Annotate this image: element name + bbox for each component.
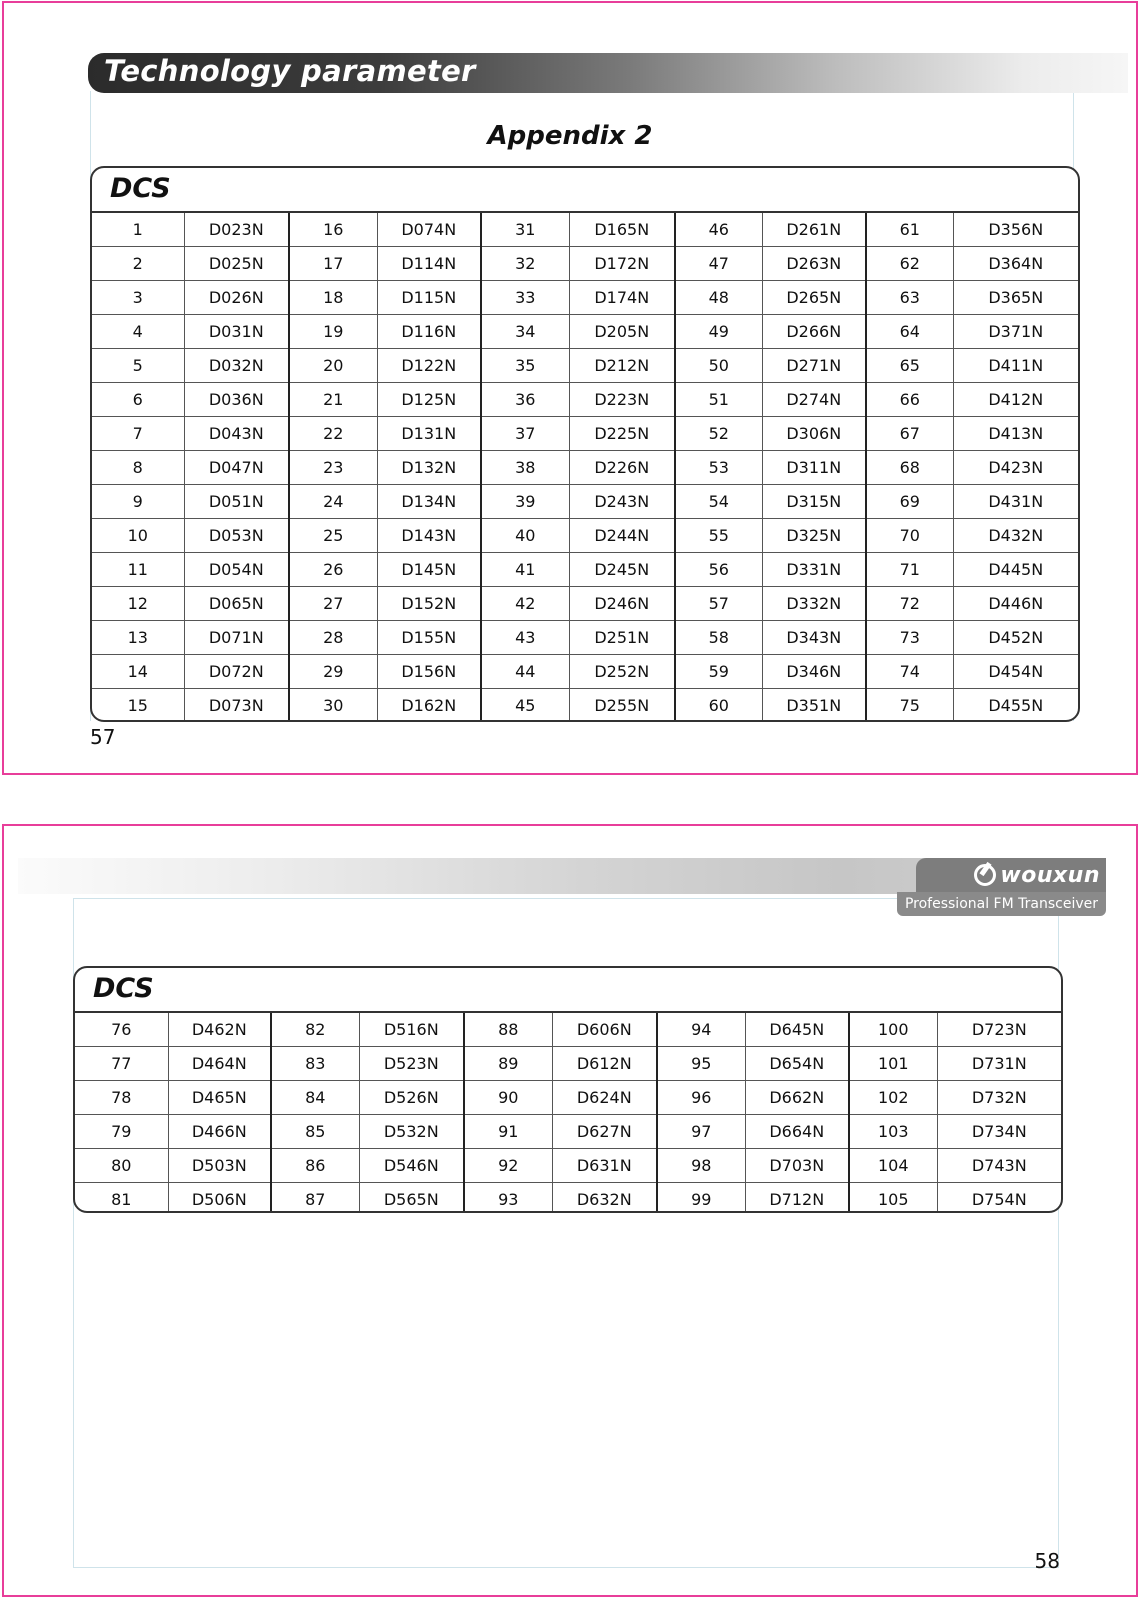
dcs-code-cell: D446N <box>953 587 1078 621</box>
dcs-index-cell: 45 <box>481 689 569 723</box>
dcs-index-cell: 60 <box>675 689 762 723</box>
dcs-code-cell: D071N <box>184 621 289 655</box>
dcs-code-cell: D662N <box>745 1081 849 1115</box>
dcs-index-cell: 39 <box>481 485 569 519</box>
table-row <box>92 519 1078 553</box>
dcs-index-cell: 52 <box>675 417 762 451</box>
dcs-index-cell: 79 <box>75 1115 168 1149</box>
dcs-index-cell: 13 <box>92 621 184 655</box>
table-row <box>75 1183 1061 1214</box>
dcs-code-cell: D246N <box>569 587 675 621</box>
dcs-code-cell: D255N <box>569 689 675 723</box>
dcs-code-cell: D464N <box>168 1047 271 1081</box>
dcs-index-cell: 104 <box>849 1149 937 1183</box>
table-row <box>92 587 1078 621</box>
table-row <box>75 1149 1061 1183</box>
dcs-code-cell: D251N <box>569 621 675 655</box>
table-row <box>92 417 1078 451</box>
dcs-code-grid <box>92 213 1078 722</box>
dcs-code-cell: D162N <box>377 689 481 723</box>
dcs-index-cell: 43 <box>481 621 569 655</box>
dcs-index-cell: 50 <box>675 349 762 383</box>
dcs-index-cell: 90 <box>464 1081 552 1115</box>
dcs-index-cell: 14 <box>92 655 184 689</box>
dcs-code-cell: D465N <box>168 1081 271 1115</box>
dcs-index-cell: 38 <box>481 451 569 485</box>
page-number: 57 <box>90 725 116 749</box>
dcs-code-cell: D454N <box>953 655 1078 689</box>
dcs-code-cell: D703N <box>745 1149 849 1183</box>
dcs-code-cell: D743N <box>937 1149 1061 1183</box>
dcs-code-cell: D631N <box>552 1149 657 1183</box>
dcs-code-cell: D664N <box>745 1115 849 1149</box>
dcs-index-cell: 26 <box>289 553 377 587</box>
dcs-index-cell: 58 <box>675 621 762 655</box>
table-row <box>92 451 1078 485</box>
dcs-code-cell: D115N <box>377 281 481 315</box>
dcs-index-cell: 70 <box>866 519 953 553</box>
dcs-index-cell: 84 <box>271 1081 359 1115</box>
dcs-index-cell: 15 <box>92 689 184 723</box>
dcs-code-cell: D051N <box>184 485 289 519</box>
dcs-index-cell: 10 <box>92 519 184 553</box>
dcs-code-cell: D315N <box>762 485 866 519</box>
dcs-index-cell: 34 <box>481 315 569 349</box>
dcs-index-cell: 40 <box>481 519 569 553</box>
dcs-code-cell: D145N <box>377 553 481 587</box>
dcs-index-cell: 33 <box>481 281 569 315</box>
dcs-code-cell: D243N <box>569 485 675 519</box>
dcs-code-cell: D332N <box>762 587 866 621</box>
dcs-index-cell: 12 <box>92 587 184 621</box>
dcs-code-cell: D053N <box>184 519 289 553</box>
dcs-code-cell: D125N <box>377 383 481 417</box>
dcs-index-cell: 94 <box>657 1013 745 1047</box>
dcs-code-cell: D612N <box>552 1047 657 1081</box>
dcs-code-cell: D364N <box>953 247 1078 281</box>
dcs-code-cell: D532N <box>359 1115 464 1149</box>
dcs-code-cell: D734N <box>937 1115 1061 1149</box>
dcs-index-cell: 87 <box>271 1183 359 1214</box>
dcs-index-cell: 32 <box>481 247 569 281</box>
dcs-index-cell: 53 <box>675 451 762 485</box>
dcs-code-cell: D026N <box>184 281 289 315</box>
table-row <box>92 281 1078 315</box>
dcs-code-cell: D645N <box>745 1013 849 1047</box>
dcs-code-cell: D274N <box>762 383 866 417</box>
dcs-index-cell: 64 <box>866 315 953 349</box>
dcs-code-cell: D723N <box>937 1013 1061 1047</box>
dcs-index-cell: 71 <box>866 553 953 587</box>
brand-name: wouxun <box>1000 862 1100 888</box>
dcs-index-cell: 85 <box>271 1115 359 1149</box>
dcs-table <box>73 966 1063 1213</box>
dcs-index-cell: 91 <box>464 1115 552 1149</box>
dcs-code-cell: D143N <box>377 519 481 553</box>
dcs-code-cell: D526N <box>359 1081 464 1115</box>
dcs-index-cell: 27 <box>289 587 377 621</box>
dcs-index-cell: 95 <box>657 1047 745 1081</box>
dcs-code-cell: D225N <box>569 417 675 451</box>
dcs-code-cell: D074N <box>377 213 481 247</box>
table-row <box>92 349 1078 383</box>
dcs-index-cell: 37 <box>481 417 569 451</box>
dcs-table-header <box>92 168 1078 213</box>
dcs-code-cell: D365N <box>953 281 1078 315</box>
dcs-index-cell: 23 <box>289 451 377 485</box>
dcs-code-cell: D431N <box>953 485 1078 519</box>
dcs-code-cell: D371N <box>953 315 1078 349</box>
dcs-index-cell: 44 <box>481 655 569 689</box>
dcs-code-cell: D627N <box>552 1115 657 1149</box>
dcs-code-cell: D223N <box>569 383 675 417</box>
dcs-index-cell: 30 <box>289 689 377 723</box>
table-row <box>92 213 1078 247</box>
dcs-index-cell: 4 <box>92 315 184 349</box>
dcs-code-cell: D205N <box>569 315 675 349</box>
dcs-code-cell: D712N <box>745 1183 849 1214</box>
dcs-code-cell: D423N <box>953 451 1078 485</box>
dcs-code-cell: D546N <box>359 1149 464 1183</box>
dcs-index-cell: 93 <box>464 1183 552 1214</box>
dcs-index-cell: 103 <box>849 1115 937 1149</box>
manual-page-57 <box>2 1 1138 775</box>
dcs-index-cell: 83 <box>271 1047 359 1081</box>
table-row <box>75 1081 1061 1115</box>
dcs-code-cell: D134N <box>377 485 481 519</box>
dcs-index-cell: 41 <box>481 553 569 587</box>
dcs-code-cell: D047N <box>184 451 289 485</box>
dcs-code-cell: D155N <box>377 621 481 655</box>
dcs-code-cell: D624N <box>552 1081 657 1115</box>
dcs-index-cell: 78 <box>75 1081 168 1115</box>
dcs-code-cell: D732N <box>937 1081 1061 1115</box>
dcs-code-cell: D054N <box>184 553 289 587</box>
dcs-index-cell: 18 <box>289 281 377 315</box>
dcs-index-cell: 11 <box>92 553 184 587</box>
dcs-code-cell: D132N <box>377 451 481 485</box>
dcs-index-cell: 54 <box>675 485 762 519</box>
dcs-index-cell: 96 <box>657 1081 745 1115</box>
dcs-code-cell: D306N <box>762 417 866 451</box>
dcs-index-cell: 81 <box>75 1183 168 1214</box>
brand-block <box>886 858 1106 914</box>
dcs-code-cell: D466N <box>168 1115 271 1149</box>
dcs-table-title: DCS <box>110 173 171 204</box>
dcs-code-cell: D212N <box>569 349 675 383</box>
dcs-code-cell: D632N <box>552 1183 657 1214</box>
table-row <box>92 247 1078 281</box>
dcs-code-cell: D503N <box>168 1149 271 1183</box>
dcs-index-cell: 105 <box>849 1183 937 1214</box>
dcs-index-cell: 66 <box>866 383 953 417</box>
dcs-index-cell: 92 <box>464 1149 552 1183</box>
dcs-code-cell: D351N <box>762 689 866 723</box>
dcs-index-cell: 9 <box>92 485 184 519</box>
dcs-code-cell: D072N <box>184 655 289 689</box>
dcs-index-cell: 48 <box>675 281 762 315</box>
dcs-index-cell: 51 <box>675 383 762 417</box>
dcs-index-cell: 88 <box>464 1013 552 1047</box>
dcs-index-cell: 61 <box>866 213 953 247</box>
dcs-index-cell: 29 <box>289 655 377 689</box>
dcs-code-cell: D152N <box>377 587 481 621</box>
dcs-index-cell: 69 <box>866 485 953 519</box>
dcs-index-cell: 65 <box>866 349 953 383</box>
dcs-index-cell: 62 <box>866 247 953 281</box>
dcs-code-cell: D031N <box>184 315 289 349</box>
brand-logo <box>974 860 1106 890</box>
dcs-code-cell: D043N <box>184 417 289 451</box>
dcs-index-cell: 57 <box>675 587 762 621</box>
dcs-code-cell: D455N <box>953 689 1078 723</box>
dcs-index-cell: 99 <box>657 1183 745 1214</box>
dcs-index-cell: 3 <box>92 281 184 315</box>
appendix-title: Appendix 2 <box>487 121 653 151</box>
dcs-code-cell: D462N <box>168 1013 271 1047</box>
dcs-index-cell: 59 <box>675 655 762 689</box>
dcs-code-cell: D114N <box>377 247 481 281</box>
dcs-index-cell: 86 <box>271 1149 359 1183</box>
dcs-code-cell: D252N <box>569 655 675 689</box>
dcs-code-cell: D413N <box>953 417 1078 451</box>
dcs-code-cell: D754N <box>937 1183 1061 1214</box>
table-row <box>92 383 1078 417</box>
dcs-code-cell: D432N <box>953 519 1078 553</box>
dcs-table-header <box>75 968 1061 1013</box>
table-row <box>75 1115 1061 1149</box>
dcs-index-cell: 49 <box>675 315 762 349</box>
dcs-code-cell: D452N <box>953 621 1078 655</box>
dcs-code-cell: D311N <box>762 451 866 485</box>
manual-page-58 <box>2 824 1138 1597</box>
dcs-code-cell: D245N <box>569 553 675 587</box>
dcs-code-cell: D266N <box>762 315 866 349</box>
dcs-index-cell: 80 <box>75 1149 168 1183</box>
dcs-code-cell: D356N <box>953 213 1078 247</box>
dcs-code-cell: D506N <box>168 1183 271 1214</box>
section-header-bar <box>88 53 1128 93</box>
dcs-code-cell: D516N <box>359 1013 464 1047</box>
dcs-index-cell: 36 <box>481 383 569 417</box>
dcs-code-cell: D025N <box>184 247 289 281</box>
table-row <box>92 315 1078 349</box>
dcs-code-cell: D131N <box>377 417 481 451</box>
table-row <box>92 689 1078 723</box>
dcs-code-cell: D165N <box>569 213 675 247</box>
dcs-code-cell: D036N <box>184 383 289 417</box>
page-number: 58 <box>1034 1549 1060 1573</box>
dcs-index-cell: 46 <box>675 213 762 247</box>
table-row <box>75 1047 1061 1081</box>
dcs-code-cell: D412N <box>953 383 1078 417</box>
dcs-code-cell: D606N <box>552 1013 657 1047</box>
dcs-code-cell: D261N <box>762 213 866 247</box>
dcs-index-cell: 35 <box>481 349 569 383</box>
dcs-index-cell: 68 <box>866 451 953 485</box>
dcs-code-cell: D654N <box>745 1047 849 1081</box>
dcs-index-cell: 42 <box>481 587 569 621</box>
dcs-index-cell: 22 <box>289 417 377 451</box>
dcs-index-cell: 74 <box>866 655 953 689</box>
table-row <box>92 553 1078 587</box>
dcs-index-cell: 24 <box>289 485 377 519</box>
table-row <box>92 485 1078 519</box>
dcs-index-cell: 19 <box>289 315 377 349</box>
dcs-code-cell: D116N <box>377 315 481 349</box>
dcs-index-cell: 31 <box>481 213 569 247</box>
dcs-code-cell: D065N <box>184 587 289 621</box>
dcs-code-cell: D073N <box>184 689 289 723</box>
dcs-index-cell: 20 <box>289 349 377 383</box>
dcs-code-cell: D174N <box>569 281 675 315</box>
table-row <box>75 1013 1061 1047</box>
dcs-index-cell: 102 <box>849 1081 937 1115</box>
wouxun-logo-icon <box>974 864 996 886</box>
section-header-title: Technology parameter <box>104 54 476 88</box>
dcs-index-cell: 98 <box>657 1149 745 1183</box>
dcs-code-cell: D263N <box>762 247 866 281</box>
dcs-index-cell: 1 <box>132 220 143 239</box>
dcs-index-cell: 63 <box>866 281 953 315</box>
dcs-code-grid <box>75 1013 1061 1213</box>
dcs-index-cell: 72 <box>866 587 953 621</box>
dcs-code-cell: D445N <box>953 553 1078 587</box>
dcs-code-cell: D346N <box>762 655 866 689</box>
dcs-code-cell: D122N <box>377 349 481 383</box>
dcs-index-cell: 97 <box>657 1115 745 1149</box>
dcs-code-cell: D226N <box>569 451 675 485</box>
dcs-code-cell: D325N <box>762 519 866 553</box>
dcs-table <box>90 166 1080 722</box>
dcs-index-cell: 101 <box>849 1047 937 1081</box>
dcs-code-cell: D172N <box>569 247 675 281</box>
dcs-index-cell: 7 <box>92 417 184 451</box>
dcs-code-cell: D343N <box>762 621 866 655</box>
dcs-index-cell: 21 <box>289 383 377 417</box>
dcs-index-cell: 56 <box>675 553 762 587</box>
dcs-code-cell: D565N <box>359 1183 464 1214</box>
dcs-index-cell: 5 <box>92 349 184 383</box>
dcs-index-cell: 77 <box>75 1047 168 1081</box>
dcs-index-cell: 55 <box>675 519 762 553</box>
dcs-index-cell: 75 <box>866 689 953 723</box>
dcs-code-cell: D523N <box>359 1047 464 1081</box>
dcs-index-cell: 17 <box>289 247 377 281</box>
dcs-code-cell: D023N <box>184 213 289 247</box>
dcs-index-cell: 28 <box>289 621 377 655</box>
dcs-code-cell: D271N <box>762 349 866 383</box>
dcs-code-cell: D265N <box>762 281 866 315</box>
brand-tagline: Professional FM Transceiver <box>897 892 1106 916</box>
dcs-code-cell: D156N <box>377 655 481 689</box>
table-row <box>92 621 1078 655</box>
dcs-index-cell: 82 <box>271 1013 359 1047</box>
dcs-code-cell: D411N <box>953 349 1078 383</box>
dcs-index-cell: 100 <box>849 1013 937 1047</box>
dcs-index-cell: 47 <box>675 247 762 281</box>
dcs-index-cell: 76 <box>111 1020 132 1039</box>
dcs-table-title: DCS <box>93 973 154 1004</box>
table-row <box>92 655 1078 689</box>
dcs-code-cell: D731N <box>937 1047 1061 1081</box>
dcs-index-cell: 25 <box>289 519 377 553</box>
dcs-index-cell: 73 <box>866 621 953 655</box>
dcs-index-cell: 16 <box>289 213 377 247</box>
dcs-index-cell: 67 <box>866 417 953 451</box>
dcs-index-cell: 89 <box>464 1047 552 1081</box>
dcs-index-cell: 8 <box>92 451 184 485</box>
dcs-index-cell: 2 <box>92 247 184 281</box>
dcs-code-cell: D032N <box>184 349 289 383</box>
dcs-index-cell: 6 <box>92 383 184 417</box>
dcs-code-cell: D244N <box>569 519 675 553</box>
dcs-code-cell: D331N <box>762 553 866 587</box>
